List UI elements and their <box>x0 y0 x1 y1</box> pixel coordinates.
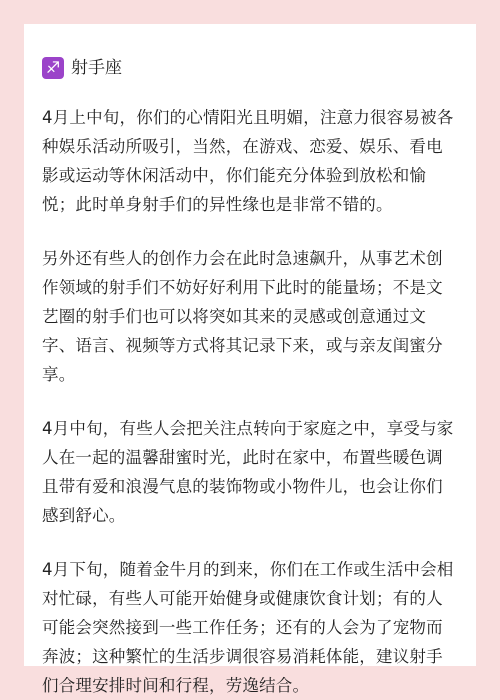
paragraph-early-april: 4月上中旬，你们的心情阳光且明媚，注意力很容易被各种娱乐活动所吸引，当然，在游戏、恋爱、娱乐、看电影或运动等休闲活动中，你们能充分体验到放松和愉悦；此时单身射手们的异性缘也是非常不错的。 <box>42 108 454 214</box>
paragraph-creativity: 另外还有些人的创作力会在此时急速飙升，从事艺术创作领域的射手们不妨好好利用下此时的能量场；不是文艺圈的射手们也可以将突如其来的灵感或创意通过文字、语言、视频等方式将其记录下来，或与亲友闺蜜分享。 <box>42 249 443 384</box>
page-title: 射手座 <box>71 58 122 78</box>
sagittarius-icon: ♐ <box>42 57 64 79</box>
content-card <box>24 24 476 695</box>
paragraph-late-april: 4月下旬，随着金牛月的到来，你们在工作或生活中会相对忙碌，有些人可能开始健身或健康饮食计划；有的人可能会突然接到一些工作任务；还有的人会为了宠物而奔波；这种繁忙的生活步调很容易消耗体能，建议射手们合理安排时间和行程，劳逸结合。 <box>42 560 454 695</box>
paragraph-mid-april: 4月中旬，有些人会把关注点转向于家庭之中，享受与家人在一起的温馨甜蜜时光，此时在家中，布置些暖色调且带有爱和浪漫气息的装饰物或小物件儿，也会让你们感到舒心。 <box>42 419 454 525</box>
header <box>42 56 458 80</box>
